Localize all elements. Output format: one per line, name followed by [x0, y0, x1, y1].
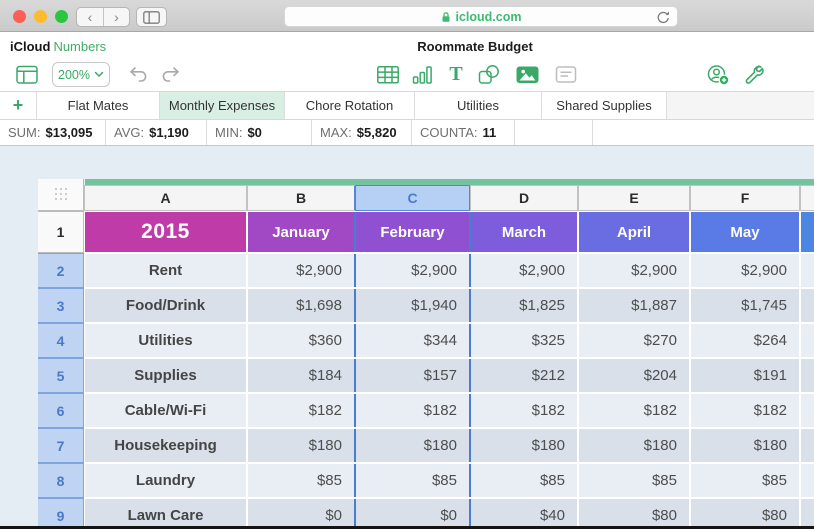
table-cell[interactable]: $1,825	[471, 289, 577, 322]
stat-min-label: MIN:	[215, 125, 243, 140]
insert-table-button[interactable]	[374, 58, 402, 91]
month-header-cell[interactable]: January	[248, 212, 354, 252]
column-header-e[interactable]: E	[579, 186, 689, 210]
table-cell[interactable]: $180	[471, 429, 577, 462]
month-header-cell[interactable]: April	[579, 212, 689, 252]
column-header-c[interactable]: C	[356, 186, 469, 210]
category-cell[interactable]: Rent	[85, 254, 246, 287]
row-header-7[interactable]: 7	[38, 429, 83, 462]
view-options-button[interactable]	[10, 58, 44, 91]
category-cell[interactable]: Utilities	[85, 324, 246, 357]
sidebar-toggle-button[interactable]	[136, 7, 167, 27]
zoom-value: 200%	[58, 67, 90, 82]
table-cell-sliver[interactable]	[801, 499, 814, 529]
stat-sum-value: $13,095	[45, 125, 93, 140]
brand-icloud: iCloud	[10, 39, 51, 54]
table-cell[interactable]: $180	[356, 429, 469, 462]
undo-button[interactable]	[124, 58, 152, 91]
toolbar	[0, 58, 814, 92]
table-cell[interactable]: $40	[471, 499, 577, 529]
table-cell[interactable]: $1,745	[691, 289, 799, 322]
undo-icon	[127, 65, 150, 84]
zoom-window-button[interactable]	[55, 10, 68, 23]
back-button[interactable]: ‹	[87, 9, 93, 25]
table-cell-sliver[interactable]	[801, 394, 814, 427]
table-cell[interactable]: $180	[248, 429, 354, 462]
table-icon	[376, 63, 400, 87]
table-cell[interactable]: $360	[248, 324, 354, 357]
browser-chrome	[0, 0, 814, 32]
tab-monthly-expenses[interactable]: Monthly Expenses	[160, 92, 285, 119]
minimize-window-button[interactable]	[34, 10, 47, 23]
table-cell[interactable]: $182	[248, 394, 354, 427]
table-cell[interactable]: $184	[248, 359, 354, 392]
stat-counta-value: 11	[482, 125, 497, 140]
table-cell[interactable]: $2,900	[248, 254, 354, 287]
media-icon	[515, 63, 540, 86]
table-cell[interactable]: $0	[248, 499, 354, 529]
year-header-cell[interactable]: 2015	[85, 212, 246, 252]
column-header-a[interactable]: A	[85, 186, 246, 210]
zoom-dropdown[interactable]	[52, 62, 110, 87]
month-header-sliver[interactable]	[801, 212, 814, 252]
row-header-3[interactable]: 3	[38, 289, 83, 322]
table-cell-sliver[interactable]	[801, 464, 814, 497]
table-cell[interactable]: $270	[579, 324, 689, 357]
row-header-4[interactable]: 4	[38, 324, 83, 357]
budget-table	[38, 179, 814, 529]
redo-button[interactable]	[156, 58, 184, 91]
table-cell[interactable]: $0	[356, 499, 469, 529]
month-header-cell[interactable]: March	[471, 212, 577, 252]
table-cell[interactable]: $204	[579, 359, 689, 392]
table-cell[interactable]: $157	[356, 359, 469, 392]
collaborate-icon	[706, 63, 732, 87]
stat-counta	[412, 120, 515, 145]
table-cell[interactable]: $325	[471, 324, 577, 357]
tab-chore-rotation[interactable]: Chore Rotation	[285, 92, 415, 119]
row-header-8[interactable]: 8	[38, 464, 83, 497]
table-cell[interactable]: $2,900	[471, 254, 577, 287]
category-cell[interactable]: Supplies	[85, 359, 246, 392]
redo-icon	[159, 65, 182, 84]
insert-media-button[interactable]	[512, 58, 542, 91]
tools-button[interactable]	[738, 58, 768, 91]
add-sheet-button[interactable]: +	[0, 92, 37, 119]
stat-counta-label: COUNTA:	[420, 125, 478, 140]
table-cell[interactable]: $182	[691, 394, 799, 427]
table-cell[interactable]: $180	[691, 429, 799, 462]
table-grid	[38, 186, 814, 529]
category-cell[interactable]: Cable/Wi-Fi	[85, 394, 246, 427]
stat-sum	[0, 120, 106, 145]
table-cell[interactable]: $264	[691, 324, 799, 357]
table-cell[interactable]: $85	[579, 464, 689, 497]
column-header-d[interactable]: D	[471, 186, 577, 210]
table-cell[interactable]: $182	[471, 394, 577, 427]
address-bar[interactable]	[284, 6, 678, 27]
row-header-9[interactable]: 9	[38, 499, 83, 529]
category-cell[interactable]: Laundry	[85, 464, 246, 497]
category-cell[interactable]: Housekeeping	[85, 429, 246, 462]
table-cell[interactable]: $344	[356, 324, 469, 357]
month-header-cell[interactable]: February	[356, 212, 469, 252]
comment-button[interactable]	[551, 58, 581, 91]
stat-empty-cell	[515, 120, 593, 145]
table-cell-sliver[interactable]	[801, 289, 814, 322]
close-window-button[interactable]	[13, 10, 26, 23]
wrench-icon	[741, 63, 765, 87]
stat-avg-value: $1,190	[149, 125, 189, 140]
sheet-tab-bar	[0, 92, 814, 120]
table-cell[interactable]: $80	[579, 499, 689, 529]
stat-sum-label: SUM:	[8, 125, 41, 140]
table-cell[interactable]: $1,887	[579, 289, 689, 322]
brand-numbers: Numbers	[53, 39, 107, 54]
view-options-icon	[15, 63, 39, 87]
app-header	[0, 32, 814, 58]
document-title: Roommate Budget	[417, 39, 533, 54]
insert-chart-button[interactable]	[408, 58, 436, 91]
row-header-6[interactable]: 6	[38, 394, 83, 427]
stat-min-value: $0	[247, 125, 262, 140]
row-header-1[interactable]: 1	[38, 212, 83, 252]
url-text: icloud.com	[455, 9, 522, 24]
table-cell-sliver[interactable]	[801, 429, 814, 462]
column-header-next[interactable]	[801, 186, 814, 210]
tab-utilities[interactable]: Utilities	[415, 92, 542, 119]
table-cell[interactable]: $2,900	[356, 254, 469, 287]
table-cell[interactable]: $2,900	[579, 254, 689, 287]
column-header-f[interactable]: F	[691, 186, 799, 210]
sidebar-icon	[143, 11, 160, 24]
table-cell[interactable]: $1,940	[356, 289, 469, 322]
table-cell[interactable]: $182	[579, 394, 689, 427]
row-header-5[interactable]: 5	[38, 359, 83, 392]
table-cell[interactable]: $180	[579, 429, 689, 462]
table-cell[interactable]: $191	[691, 359, 799, 392]
row-header-2[interactable]: 2	[38, 254, 83, 287]
stat-max	[312, 120, 412, 145]
tab-flat-mates[interactable]: Flat Mates	[37, 92, 160, 119]
sheet-canvas	[0, 146, 814, 529]
stat-min	[207, 120, 312, 145]
table-cell[interactable]: $85	[691, 464, 799, 497]
table-cell[interactable]: $85	[248, 464, 354, 497]
drag-handle-icon	[55, 188, 67, 200]
tab-shared-supplies[interactable]: Shared Supplies	[542, 92, 667, 119]
table-cell-sliver[interactable]	[801, 359, 814, 392]
table-top-strip[interactable]	[85, 179, 814, 186]
forward-button[interactable]: ›	[103, 8, 129, 26]
column-header-b[interactable]: B	[248, 186, 354, 210]
month-header-cell[interactable]: May	[691, 212, 799, 252]
table-cell[interactable]: $85	[471, 464, 577, 497]
table-cell-sliver[interactable]	[801, 254, 814, 287]
reload-icon	[656, 10, 670, 24]
table-cell[interactable]: $80	[691, 499, 799, 529]
chevron-down-icon	[94, 71, 104, 78]
stat-avg	[106, 120, 207, 145]
table-cell[interactable]: $182	[356, 394, 469, 427]
insert-shape-button[interactable]	[474, 58, 504, 91]
nav-button-group	[76, 7, 130, 27]
table-cell[interactable]: $1,698	[248, 289, 354, 322]
table-cell[interactable]: $85	[356, 464, 469, 497]
tab-bar-empty-area	[667, 92, 814, 119]
table-cell[interactable]: $212	[471, 359, 577, 392]
stats-bar	[0, 120, 814, 146]
chart-icon	[411, 64, 434, 86]
category-cell[interactable]: Food/Drink	[85, 289, 246, 322]
stat-avg-label: AVG:	[114, 125, 145, 140]
insert-text-button[interactable]	[442, 58, 470, 91]
category-cell[interactable]: Lawn Care	[85, 499, 246, 529]
table-cell-sliver[interactable]	[801, 324, 814, 357]
brand[interactable]	[10, 39, 106, 54]
collaborate-button[interactable]	[703, 58, 735, 91]
table-cell[interactable]: $2,900	[691, 254, 799, 287]
stat-max-value: $5,820	[356, 125, 397, 140]
stat-max-label: MAX:	[320, 125, 352, 140]
shape-icon	[477, 63, 501, 86]
table-corner-handle[interactable]	[38, 179, 83, 210]
stats-bar-empty-area	[593, 120, 814, 145]
text-tool-icon: T	[449, 63, 463, 85]
lock-icon	[441, 11, 451, 23]
comment-icon	[554, 63, 578, 86]
reload-button[interactable]	[656, 10, 670, 24]
